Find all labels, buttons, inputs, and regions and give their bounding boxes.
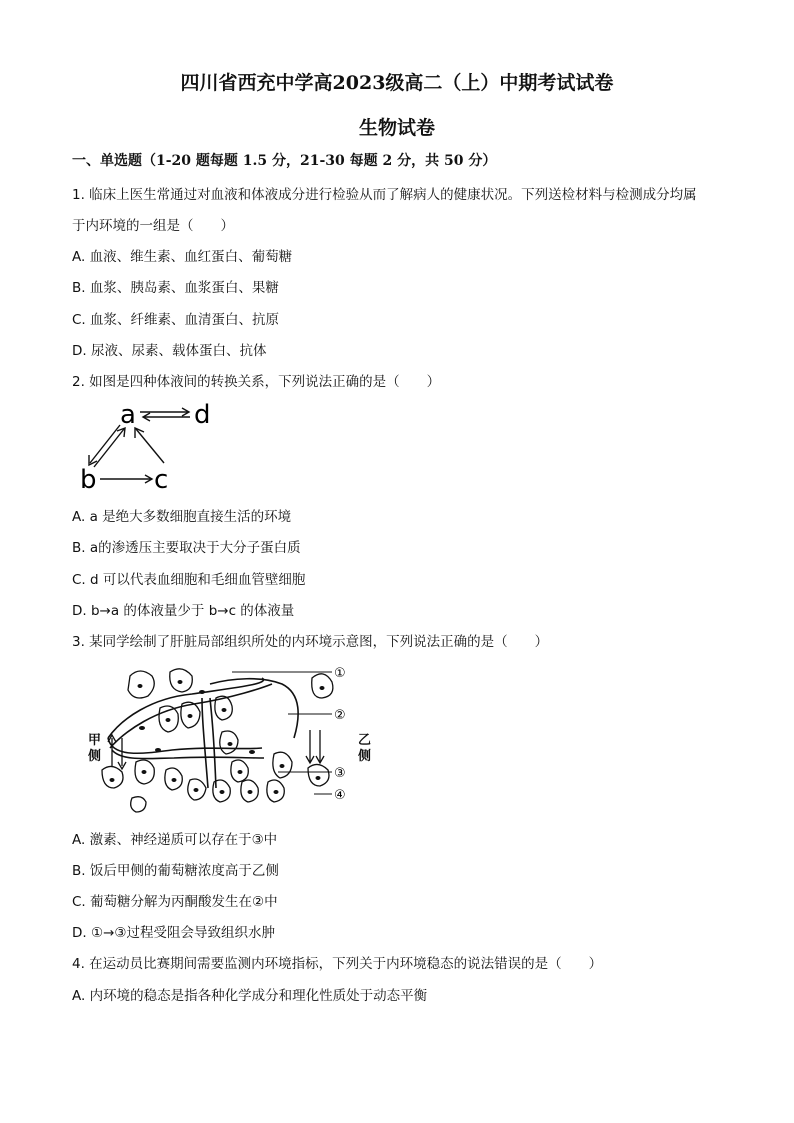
q4-option-a: A. 内环境的稳态是指各种化学成分和理化性质处于动态平衡 xyxy=(72,988,428,1004)
arrow-d-to-a xyxy=(143,413,190,421)
marker-1: ① xyxy=(334,666,346,681)
node-c: c xyxy=(154,465,169,495)
flow-arrows-right xyxy=(306,730,324,763)
q3-stem: 3. 某同学绘制了肝脏局部组织所处的内环境示意图，下列说法正确的是（ ） xyxy=(72,634,549,650)
q2-option-c: C. d 可以代表血细胞和毛细血管壁细胞 xyxy=(72,572,306,588)
arrow-a-to-b xyxy=(89,425,120,465)
q1-option-c: C. 血浆、纤维素、血清蛋白、抗原 xyxy=(72,312,280,328)
q1-option-a: A. 血液、维生素、血红蛋白、葡萄糖 xyxy=(72,249,293,265)
page-title: 四川省西充中学高2023级高二（上）中期考试试卷 xyxy=(180,72,614,94)
q3-option-b: B. 饭后甲侧的葡萄糖浓度高于乙侧 xyxy=(72,863,279,879)
q2-fluid-diagram xyxy=(72,395,232,495)
q3-liver-tissue-diagram xyxy=(82,658,372,814)
q2-option-d: D. b→a 的体液量少于 b→c 的体液量 xyxy=(72,603,295,619)
q1-option-b: B. 血浆、胰岛素、血浆蛋白、果糖 xyxy=(72,280,279,296)
node-b: b xyxy=(80,465,97,495)
arrow-b-to-c xyxy=(100,475,152,483)
node-d: d xyxy=(194,400,211,430)
q2-option-b: B. a的渗透压主要取决于大分子蛋白质 xyxy=(72,540,301,556)
arrow-b-to-a xyxy=(94,428,125,467)
q1-stem-line2: 于内环境的一组是（ ） xyxy=(72,218,234,234)
q1-stem-line1: 1. 临床上医生常通过对血液和体液成分进行检验从而了解病人的健康状况。下列送检材料与检测成分均属 xyxy=(72,187,697,203)
q3-label-jia-side: 甲侧 xyxy=(88,733,102,764)
node-a: a xyxy=(120,400,136,430)
page-subtitle: 生物试卷 xyxy=(358,117,435,139)
marker-3: ③ xyxy=(334,766,346,781)
q2-option-a: A. a 是绝大多数细胞直接生活的环境 xyxy=(72,509,292,525)
marker-4: ④ xyxy=(334,788,346,803)
section-heading: 一、单选题（1-20 题每题 1.5 分，21-30 每题 2 分，共 50 分） xyxy=(72,153,497,169)
q3-option-a: A. 激素、神经递质可以存在于③中 xyxy=(72,832,278,848)
q2-stem: 2. 如图是四种体液间的转换关系，下列说法正确的是（ ） xyxy=(72,374,441,390)
capillary-vessel xyxy=(108,678,298,788)
q4-stem: 4. 在运动员比赛期间需要监测内环境指标，下列关于内环境稳态的说法错误的是（ ） xyxy=(72,956,603,972)
q3-label-yi-side: 乙侧 xyxy=(358,733,372,764)
q3-option-c: C. 葡萄糖分解为丙酮酸发生在②中 xyxy=(72,894,278,910)
q1-option-d: D. 尿液、尿素、载体蛋白、抗体 xyxy=(72,343,267,359)
q3-option-d: D. ①→③过程受阻会导致组织水肿 xyxy=(72,925,275,941)
marker-2: ② xyxy=(334,708,346,723)
arrow-c-to-a xyxy=(135,428,164,463)
